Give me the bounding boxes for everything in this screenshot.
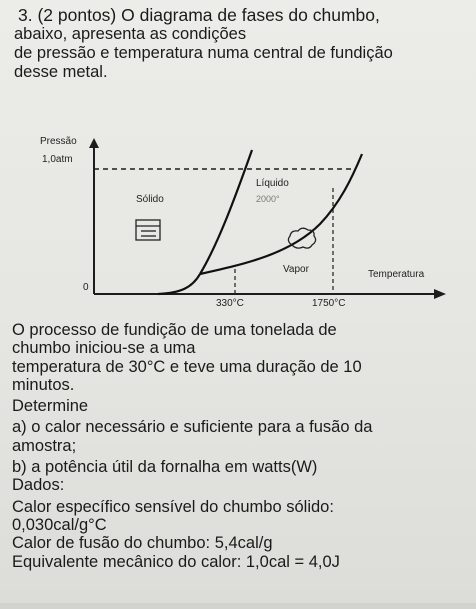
data-heading: Dados: — [12, 476, 65, 495]
solid-block-icon — [136, 220, 160, 240]
determine-heading: Determine — [12, 397, 89, 416]
item-b: b) a potência útil da fornalha em watts(W) — [12, 458, 318, 477]
pressure-axis-label: Pressão — [40, 136, 77, 147]
item-a-line-1: a) o calor necessário e suficiente para a fusão da — [12, 418, 373, 437]
question-line-1: 3. (2 pontos) O diagrama de fases do chumbo, — [18, 5, 380, 25]
liquid-note-label: 2000° — [256, 194, 280, 204]
question-line-4: desse metal. — [14, 63, 108, 81]
body-line-3: temperatura de 30°C e teve uma duração de 10 — [12, 357, 362, 376]
specific-heat-label: Calor específico sensível do chumbo sólido: — [12, 497, 334, 516]
melting-temperature-label: 330°C — [216, 298, 244, 309]
phase-diagram — [30, 136, 470, 318]
question-line-2: abaixo, apresenta as condições — [14, 25, 247, 43]
phase-diagram-graphic — [30, 136, 470, 318]
body-line-2: chumbo iniciou-se a uma — [12, 339, 196, 358]
temperature-axis-arrow-icon — [434, 289, 446, 299]
solid-region-label: Sólido — [136, 194, 164, 205]
pressure-axis-arrow-icon — [89, 138, 99, 148]
temperature-axis-label: Temperatura — [368, 269, 425, 280]
vaporization-curve — [200, 154, 362, 274]
mechanical-equivalent-line: Equivalente mecânico do calor: 1,0cal = 4,0J — [12, 552, 340, 571]
liquid-region-label: Líquido — [256, 178, 289, 189]
page-bottom-edge — [0, 603, 476, 609]
fusion-curve — [200, 150, 252, 274]
vapor-region-label: Vapor — [283, 264, 309, 275]
question-statement — [14, 6, 470, 82]
body-line-1: O processo de fundição de uma tonelada de — [12, 321, 337, 339]
specific-heat-value: 0,030cal/g°C — [12, 515, 107, 534]
latent-heat-line: Calor de fusão do chumbo: 5,4cal/g — [12, 534, 273, 553]
boiling-temperature-label: 1750°C — [312, 298, 346, 309]
question-body — [12, 321, 468, 571]
origin-label: 0 — [83, 282, 89, 293]
body-line-4: minutos. — [12, 375, 75, 394]
sublimation-curve — [158, 274, 200, 294]
one-atm-label: 1,0atm — [42, 154, 73, 165]
item-a-line-2: amostra; — [12, 436, 77, 455]
question-line-3: de pressão e temperatura numa central de fundição — [14, 44, 393, 62]
